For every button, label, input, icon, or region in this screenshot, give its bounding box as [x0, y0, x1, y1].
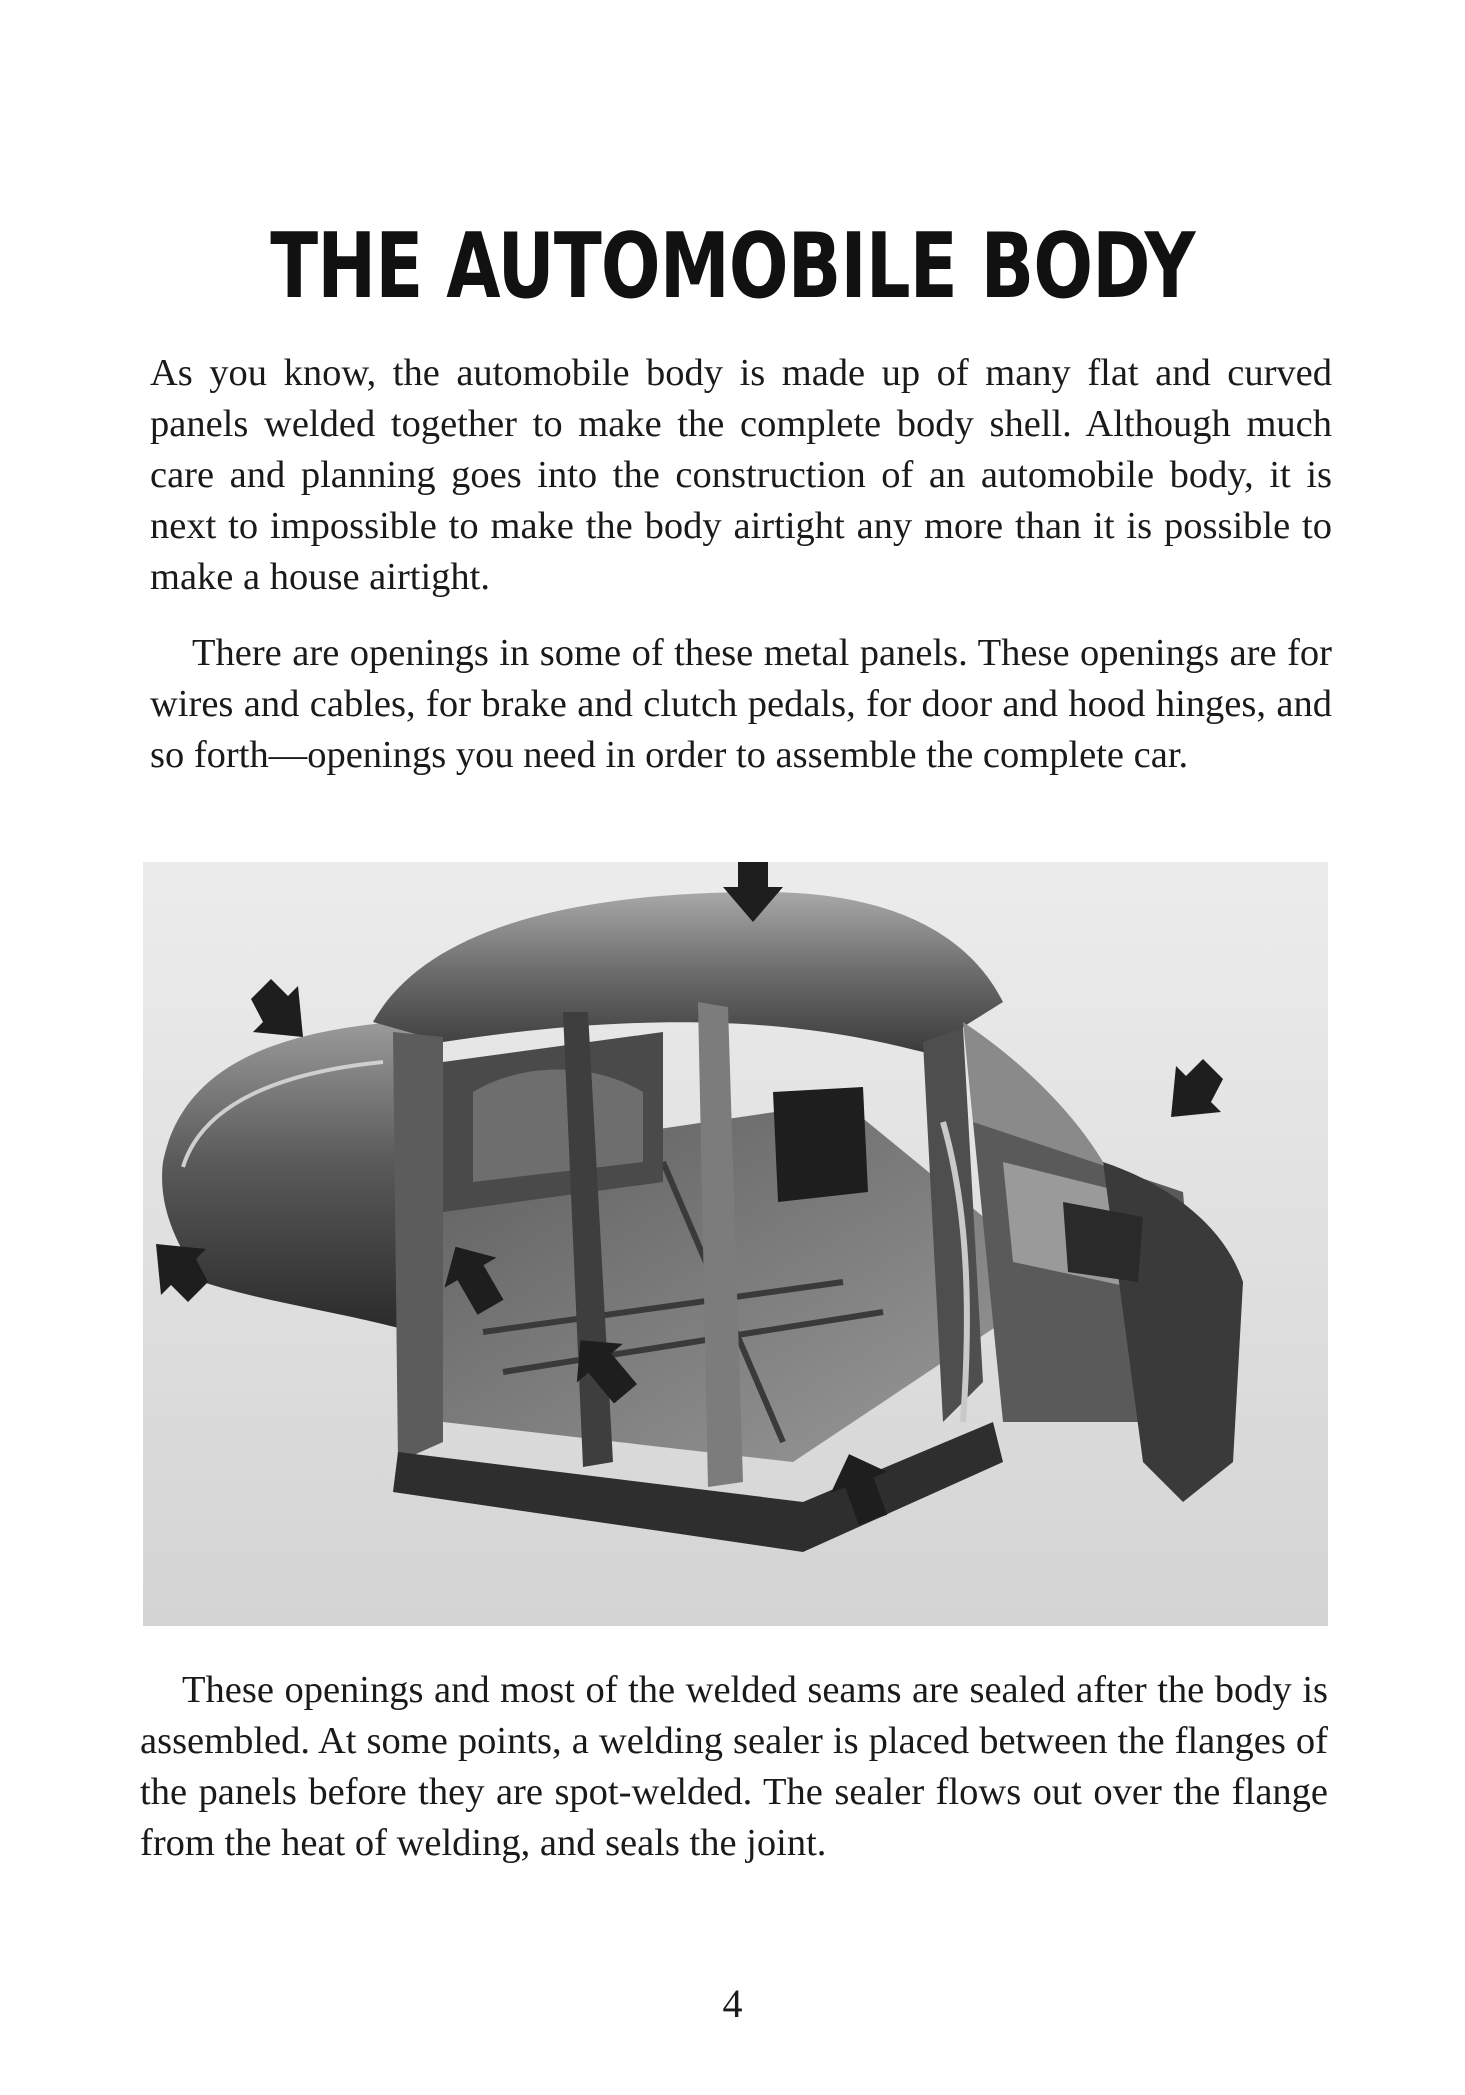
paragraph-1: As you know, the automobile body is made up of many flat and curved panels welded together to make the complete body shell. Although much care and planning goes into the construction of an automobile body, it is next to impossible to make the body airtight any more than it is possible to make a house airtight.	[150, 352, 1332, 598]
page-title: THE AUTOMOBILE BODY	[270, 214, 1195, 319]
paragraph-2: There are openings in some of these metal panels. These openings are for wires and cables, for brake and clutch pedals, for door and hood hinges, and so forth—openings you need in order to assemble the complete car.	[150, 632, 1332, 776]
car-body-photo	[143, 862, 1328, 1626]
paragraph-3: These openings and most of the welded seams are sealed after the body is assembled. At some points, a welding sealer is placed between the flanges of the panels before they are spot-welded. The sealer flows out over the flange from the heat of welding, and seals the joint.	[140, 1669, 1328, 1864]
page-number: 4	[722, 1981, 743, 2026]
car-body-illustration	[143, 862, 1328, 1626]
